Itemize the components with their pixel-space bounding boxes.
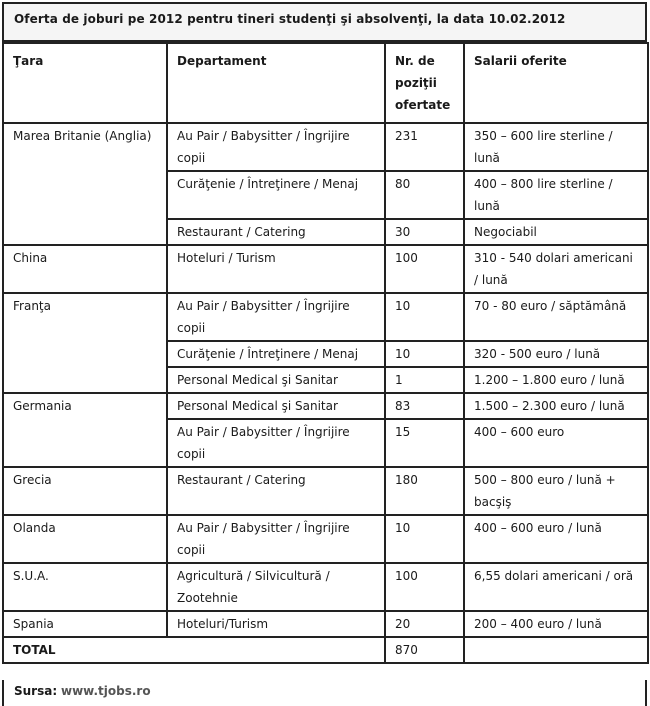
- cell-department: Curăţenie / Întreţinere / Menaj: [167, 171, 385, 219]
- cell-positions: 80: [385, 171, 464, 219]
- table-row: [3, 515, 648, 563]
- total-row: [3, 637, 648, 663]
- cell-positions: 10: [385, 341, 464, 367]
- cell-country: China: [3, 245, 167, 293]
- cell-salary: 320 - 500 euro / lună: [464, 341, 648, 367]
- total-positions: 870: [385, 637, 464, 663]
- jobs-table: [2, 42, 649, 664]
- cell-salary: 500 – 800 euro / lună + bacşiş: [464, 467, 648, 515]
- cell-department: Hoteluri/Turism: [167, 611, 385, 637]
- cell-salary: 400 – 800 lire sterline / lună: [464, 171, 648, 219]
- cell-positions: 100: [385, 245, 464, 293]
- table-row: [3, 245, 648, 293]
- header-country: Ţara: [3, 43, 167, 123]
- cell-department: Au Pair / Babysitter / Îngrijire copii: [167, 123, 385, 171]
- header-row: [3, 43, 648, 123]
- total-salary-empty: [464, 637, 648, 663]
- cell-department: Personal Medical şi Sanitar: [167, 367, 385, 393]
- header-department: Departament: [167, 43, 385, 123]
- cell-salary: Negociabil: [464, 219, 648, 245]
- cell-salary: 310 - 540 dolari americani / lună: [464, 245, 648, 293]
- cell-salary: 350 – 600 lire sterline / lună: [464, 123, 648, 171]
- cell-positions: 20: [385, 611, 464, 637]
- table-row: [3, 611, 648, 637]
- source-link[interactable]: www.tjobs.ro: [60, 684, 151, 698]
- source-label: Sursa:: [14, 684, 58, 698]
- table-row: [3, 563, 648, 611]
- table-row: [3, 467, 648, 515]
- cell-country: Olanda: [3, 515, 167, 563]
- cell-department: Hoteluri / Turism: [167, 245, 385, 293]
- cell-salary: 70 - 80 euro / săptămână: [464, 293, 648, 341]
- source-footer: [2, 680, 647, 706]
- cell-country: Spania: [3, 611, 167, 637]
- cell-positions: 15: [385, 419, 464, 467]
- table-body: [3, 123, 648, 663]
- table-title: Oferta de joburi pe 2012 pentru tineri studenţi şi absolvenţi, la data 10.02.2012: [2, 2, 647, 42]
- header-positions: Nr. de poziţii ofertate: [385, 43, 464, 123]
- cell-positions: 30: [385, 219, 464, 245]
- cell-positions: 10: [385, 515, 464, 563]
- cell-positions: 83: [385, 393, 464, 419]
- cell-positions: 180: [385, 467, 464, 515]
- cell-positions: 231: [385, 123, 464, 171]
- cell-salary: 400 – 600 euro / lună: [464, 515, 648, 563]
- cell-positions: 1: [385, 367, 464, 393]
- cell-department: Au Pair / Babysitter / Îngrijire copii: [167, 419, 385, 467]
- cell-salary: 6,55 dolari americani / oră: [464, 563, 648, 611]
- cell-department: Curăţenie / Întreţinere / Menaj: [167, 341, 385, 367]
- cell-country: Franţa: [3, 293, 167, 393]
- cell-department: Au Pair / Babysitter / Îngrijire copii: [167, 515, 385, 563]
- cell-salary: 200 – 400 euro / lună: [464, 611, 648, 637]
- cell-salary: 400 – 600 euro: [464, 419, 648, 467]
- cell-positions: 100: [385, 563, 464, 611]
- total-label: TOTAL: [3, 637, 385, 663]
- cell-positions: 10: [385, 293, 464, 341]
- cell-department: Personal Medical şi Sanitar: [167, 393, 385, 419]
- cell-country: S.U.A.: [3, 563, 167, 611]
- cell-department: Restaurant / Catering: [167, 467, 385, 515]
- cell-country: Germania: [3, 393, 167, 467]
- table-row: [3, 123, 648, 171]
- cell-country: Grecia: [3, 467, 167, 515]
- cell-salary: 1.500 – 2.300 euro / lună: [464, 393, 648, 419]
- table-row: [3, 393, 648, 419]
- cell-department: Agricultură / Silvicultură / Zootehnie: [167, 563, 385, 611]
- cell-country: Marea Britanie (Anglia): [3, 123, 167, 245]
- cell-salary: 1.200 – 1.800 euro / lună: [464, 367, 648, 393]
- header-salary: Salarii oferite: [464, 43, 648, 123]
- table-row: [3, 293, 648, 341]
- cell-department: Au Pair / Babysitter / Îngrijire copii: [167, 293, 385, 341]
- cell-department: Restaurant / Catering: [167, 219, 385, 245]
